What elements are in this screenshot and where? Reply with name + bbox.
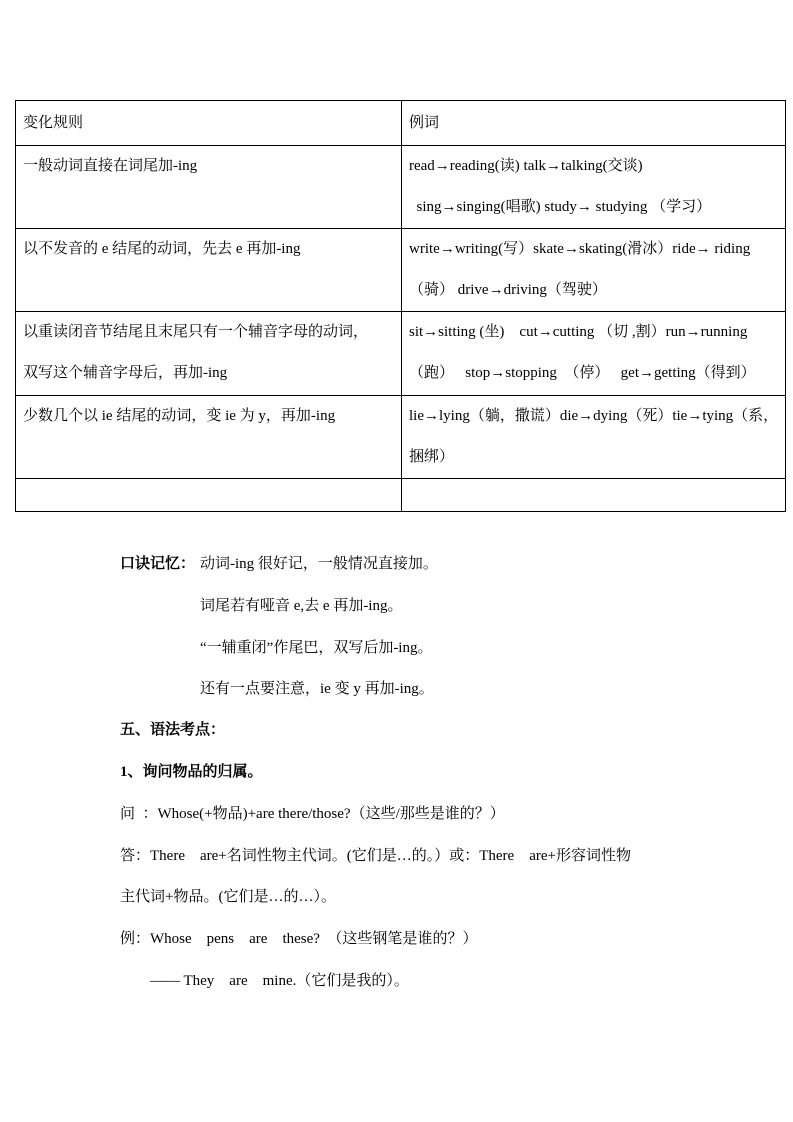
example-text: 捆绑） — [409, 449, 455, 465]
answer-line-cont: 主代词+物品。(它们是…的…）。 — [120, 889, 336, 905]
example-text: sit→sitting (坐) cut→cutting （切 ,割）run→running — [409, 324, 748, 340]
rule-cell — [16, 312, 402, 396]
mnemonic-label: 口诀记忆： — [120, 556, 196, 572]
examples-cell — [402, 479, 786, 512]
rule-cell — [16, 396, 402, 479]
example-text: （跑） stop→stopping （停） get→getting（得到） — [409, 365, 756, 381]
example-answer-line: —— They are mine.（它们是我的）。 — [150, 973, 409, 989]
example-text: read→reading(读) talk→talking(交谈) — [409, 158, 643, 174]
header-rule — [16, 101, 402, 146]
question-line: 问 ：Whose(+物品)+are there/those?（这些/那些是谁的？） — [120, 806, 505, 822]
rule-text: 双写这个辅音字母后，再加-ing — [23, 365, 228, 381]
mnemonic-line: “一辅重闭”作尾巴，双写后加-ing。 — [200, 640, 433, 656]
table-header-row — [16, 101, 786, 146]
example-text: lie→lying（躺，撒谎）die→dying（死）tie→tying（系， — [409, 408, 779, 424]
section-subtitle: 1、询问物品的归属。 — [120, 764, 263, 780]
mnemonic-line: 动词-ing 很好记，一般情况直接加。 — [200, 556, 438, 572]
table-row — [16, 396, 786, 479]
rule-cell — [16, 479, 402, 512]
example-text: write→writing(写）skate→skating(滑冰）ride→ riding — [409, 241, 751, 257]
rule-cell — [16, 229, 402, 312]
mnemonic-line: 词尾若有哑音 e,去 e 再加-ing。 — [200, 598, 403, 614]
header-text: 例词 — [409, 115, 440, 131]
header-examples — [402, 101, 786, 146]
header-text: 变化规则 — [23, 115, 84, 131]
examples-cell — [402, 229, 786, 312]
rule-text: 以重读闭音节结尾且末尾只有一个辅音字母的动词， — [23, 324, 369, 340]
examples-cell — [402, 312, 786, 396]
table-row-empty — [16, 479, 786, 512]
rule-cell — [16, 146, 402, 229]
answer-line: 答：There are+名词性物主代词。(它们是…的。）或：There are+形容词性物 — [120, 848, 631, 864]
examples-cell — [402, 146, 786, 229]
rule-text: 以不发音的 e 结尾的动词，先去 e 再加-ing — [23, 241, 301, 257]
rule-text: 一般动词直接在词尾加-ing — [23, 158, 198, 174]
example-text: （骑） drive→driving（驾驶） — [409, 282, 607, 298]
example-line: 例：Whose pens are these? （这些钢笔是谁的？） — [120, 931, 478, 947]
table-row — [16, 146, 786, 229]
examples-cell — [402, 396, 786, 479]
mnemonic-line: 还有一点要注意，ie 变 y 再加-ing。 — [200, 681, 434, 697]
section-title: 五、语法考点： — [120, 722, 226, 738]
table-row — [16, 229, 786, 312]
table-row — [16, 312, 786, 396]
rule-text: 少数几个以 ie 结尾的动词，变 ie 为 y，再加-ing — [23, 408, 336, 424]
example-text: sing→singing(唱歌) study→ studying （学习） — [409, 199, 712, 215]
verb-ing-rules-table — [15, 100, 786, 512]
